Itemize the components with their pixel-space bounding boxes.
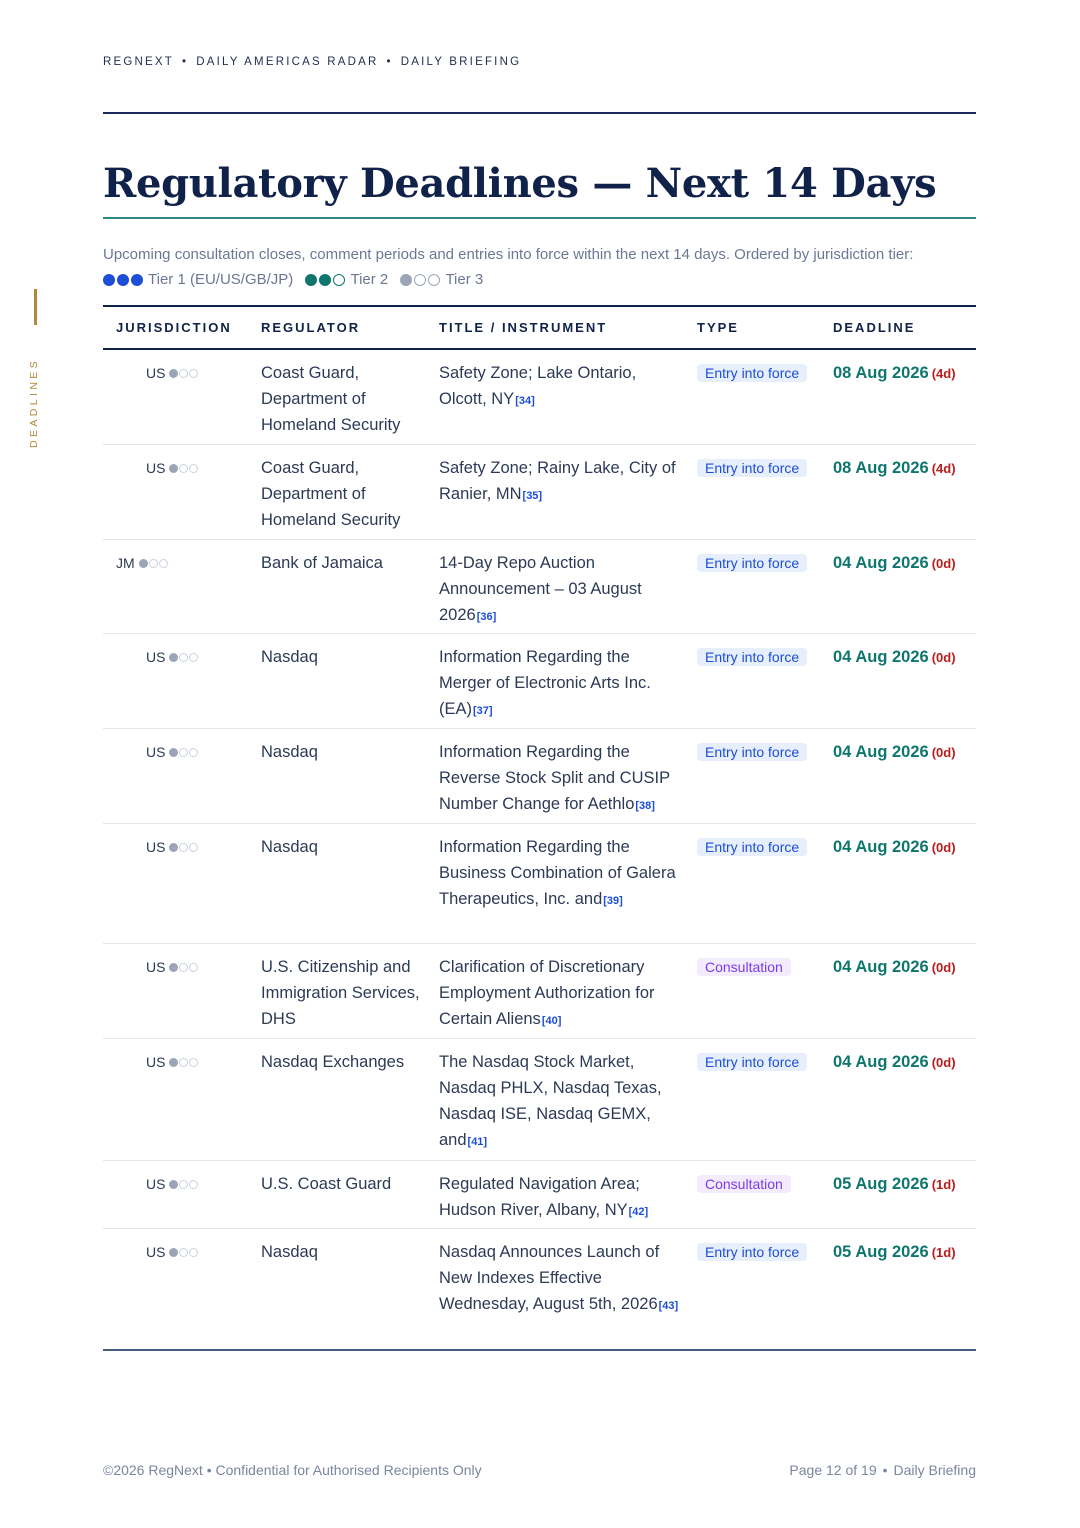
tier-1-label: Tier 1 (EU/US/GB/JP) xyxy=(148,271,294,288)
jurisdiction-badge xyxy=(146,1049,199,1075)
table-row xyxy=(103,1039,976,1161)
instrument-title: Safety Zone; Rainy Lake, City of Ranier, MN xyxy=(439,459,676,503)
tier-dot-filled-icon xyxy=(139,559,148,568)
regulator-cell: Coast Guard, Department of Homeland Security xyxy=(261,459,401,529)
type-badge: Entry into force xyxy=(697,743,807,761)
tier-dot-empty-icon xyxy=(179,963,188,972)
regulator-cell: U.S. Coast Guard xyxy=(261,1175,392,1193)
tier-dot-filled-icon xyxy=(169,843,178,852)
deadline-cell xyxy=(833,445,976,540)
side-accent-bar xyxy=(34,289,37,325)
title-cell xyxy=(439,349,697,445)
jurisdiction-code: US xyxy=(146,365,166,381)
deadline-cell xyxy=(833,1229,976,1351)
type-badge: Entry into force xyxy=(697,554,807,572)
days-remaining: (0d) xyxy=(931,556,956,571)
deadline-cell xyxy=(833,349,976,445)
tier-indicator xyxy=(169,1248,199,1257)
type-cell xyxy=(697,1039,833,1161)
deadline-date: 04 Aug 2026 xyxy=(833,838,929,856)
product-name: DAILY AMERICAS RADAR xyxy=(196,56,379,68)
deadline-date: 04 Aug 2026 xyxy=(833,743,929,761)
jurisdiction-code: US xyxy=(146,1176,166,1192)
tier-dot-filled-icon xyxy=(131,274,143,286)
table-row xyxy=(103,445,976,540)
type-cell xyxy=(697,349,833,445)
jurisdiction-badge xyxy=(146,360,199,386)
instrument-title: Nasdaq Announces Launch of New Indexes Effective Wednesday, August 5th, 2026 xyxy=(439,1243,660,1313)
type-cell xyxy=(697,634,833,729)
tier-dot-filled-icon xyxy=(400,274,412,286)
tier-dot-empty-icon xyxy=(189,369,198,378)
jurisdiction-badge xyxy=(146,644,199,670)
deadline-cell xyxy=(833,729,976,824)
tier-indicator xyxy=(169,748,199,757)
title-cell xyxy=(439,445,697,540)
subtitle-text: Upcoming consultation closes, comment periods and entries into force within the next 14 days. Ordered by jurisdiction tier: xyxy=(103,246,914,263)
type-cell xyxy=(697,1229,833,1351)
title-cell xyxy=(439,634,697,729)
tier-dot-filled-icon xyxy=(169,1058,178,1067)
page-title: Regulatory Deadlines — Next 14 Days xyxy=(103,160,937,207)
jurisdiction-badge xyxy=(146,1239,199,1265)
title-cell xyxy=(439,1161,697,1229)
tier-dot-empty-icon xyxy=(333,274,345,286)
instrument-title: 14-Day Repo Auction Announcement – 03 August 2026 xyxy=(439,554,642,624)
jurisdiction-cell xyxy=(103,1161,261,1229)
deadlines-table xyxy=(103,305,976,1351)
instrument-title: Safety Zone; Lake Ontario, Olcott, NY xyxy=(439,364,637,408)
tier-dot-empty-icon xyxy=(179,464,188,473)
jurisdiction-code: US xyxy=(146,649,166,665)
type-cell xyxy=(697,1161,833,1229)
type-cell xyxy=(697,445,833,540)
type-badge: Consultation xyxy=(697,958,791,976)
jurisdiction-cell xyxy=(103,540,261,634)
tier-2-label: Tier 2 xyxy=(350,271,389,288)
tier-dot-empty-icon xyxy=(189,1180,198,1189)
table-row xyxy=(103,944,976,1039)
deadline-date: 04 Aug 2026 xyxy=(833,554,929,572)
deadline-date: 04 Aug 2026 xyxy=(833,648,929,666)
tier-indicator xyxy=(169,843,199,852)
tier-dot-empty-icon xyxy=(189,464,198,473)
days-remaining: (4d) xyxy=(931,461,956,476)
tier-dot-empty-icon xyxy=(149,559,158,568)
table-row xyxy=(103,1161,976,1229)
table-row xyxy=(103,729,976,824)
jurisdiction-cell xyxy=(103,634,261,729)
tier-dot-empty-icon xyxy=(428,274,440,286)
tier-dot-empty-icon xyxy=(189,748,198,757)
table-row xyxy=(103,1229,976,1351)
reference-link[interactable]: [42] xyxy=(628,1206,649,1218)
type-cell xyxy=(697,824,833,944)
type-badge: Entry into force xyxy=(697,648,807,666)
days-remaining: (1d) xyxy=(931,1245,956,1260)
deadline-date: 05 Aug 2026 xyxy=(833,1243,929,1261)
tier-2-legend xyxy=(305,267,388,292)
instrument-title: Information Regarding the Reverse Stock Split and CUSIP Number Change for Aethlo xyxy=(439,743,670,813)
regulator-cell: Nasdaq Exchanges xyxy=(261,1053,405,1071)
tier-3-label: Tier 3 xyxy=(445,271,484,288)
instrument-title: Information Regarding the Business Combination of Galera Therapeutics, Inc. and xyxy=(439,838,676,908)
table-row xyxy=(103,634,976,729)
reference-link[interactable]: [40] xyxy=(541,1015,562,1027)
col-header-jurisdiction: JURISDICTION xyxy=(103,306,261,349)
tier-dot-empty-icon xyxy=(189,653,198,662)
title-cell xyxy=(439,944,697,1039)
tier-dot-filled-icon xyxy=(117,274,129,286)
deadline-date: 04 Aug 2026 xyxy=(833,958,929,976)
title-cell xyxy=(439,1039,697,1161)
instrument-title: Information Regarding the Merger of Electronic Arts Inc. (EA) xyxy=(439,648,651,718)
jurisdiction-cell xyxy=(103,349,261,445)
footer-page-info xyxy=(789,1462,976,1478)
type-badge: Entry into force xyxy=(697,459,807,477)
jurisdiction-cell xyxy=(103,445,261,540)
tier-dot-empty-icon xyxy=(179,748,188,757)
title-cell xyxy=(439,540,697,634)
col-header-deadline: DEADLINE xyxy=(833,306,976,349)
tier-dot-filled-icon xyxy=(169,1180,178,1189)
title-underline xyxy=(103,217,976,219)
reference-link[interactable]: [37] xyxy=(473,705,493,717)
tier-indicator xyxy=(169,963,199,972)
jurisdiction-badge xyxy=(146,455,199,481)
tier-dot-empty-icon xyxy=(179,653,188,662)
jurisdiction-badge xyxy=(116,550,169,576)
tier-dot-empty-icon xyxy=(414,274,426,286)
type-badge: Entry into force xyxy=(697,838,807,856)
jurisdiction-code: US xyxy=(146,744,166,760)
tier-indicator xyxy=(169,653,199,662)
tier-indicator xyxy=(139,559,169,568)
table-row xyxy=(103,540,976,634)
footer-copyright: ©2026 RegNext • Confidential for Authorised Recipients Only xyxy=(103,1462,482,1478)
deadline-cell xyxy=(833,1039,976,1161)
days-remaining: (1d) xyxy=(931,1177,956,1192)
regulator-cell: U.S. Citizenship and Immigration Services, DHS xyxy=(261,958,420,1028)
days-remaining: (4d) xyxy=(931,366,956,381)
tier-dot-filled-icon xyxy=(169,963,178,972)
type-badge: Consultation xyxy=(697,1175,791,1193)
jurisdiction-code: US xyxy=(146,959,166,975)
regulator-cell: Nasdaq xyxy=(261,743,318,761)
title-cell xyxy=(439,729,697,824)
title-cell xyxy=(439,1229,697,1351)
reference-link[interactable]: [43] xyxy=(658,1300,679,1312)
reference-link[interactable]: [34] xyxy=(515,395,535,407)
days-remaining: (0d) xyxy=(931,1055,956,1070)
type-badge: Entry into force xyxy=(697,1243,807,1261)
days-remaining: (0d) xyxy=(931,960,956,975)
tier-indicator xyxy=(169,1180,199,1189)
days-remaining: (0d) xyxy=(931,745,956,760)
jurisdiction-badge xyxy=(146,954,199,980)
tier-1-legend xyxy=(103,267,293,292)
tier-3-legend xyxy=(400,267,483,292)
deadline-date: 08 Aug 2026 xyxy=(833,364,929,382)
tier-indicator xyxy=(169,464,199,473)
deadline-cell xyxy=(833,944,976,1039)
instrument-title: Clarification of Discretionary Employment Authorization for Certain Aliens xyxy=(439,958,655,1028)
jurisdiction-cell xyxy=(103,729,261,824)
deadline-cell xyxy=(833,634,976,729)
tier-dot-filled-icon xyxy=(305,274,317,286)
tier-indicator xyxy=(169,369,199,378)
tier-dot-filled-icon xyxy=(169,369,178,378)
tier-dot-empty-icon xyxy=(179,369,188,378)
tier-dot-filled-icon xyxy=(319,274,331,286)
regulator-cell: Nasdaq xyxy=(261,648,318,666)
jurisdiction-code: JM xyxy=(116,555,135,571)
col-header-type: TYPE xyxy=(697,306,833,349)
tier-dot-empty-icon xyxy=(179,1248,188,1257)
tier-dot-empty-icon xyxy=(189,1248,198,1257)
edition-name: DAILY BRIEFING xyxy=(400,56,522,68)
instrument-title: The Nasdaq Stock Market, Nasdaq PHLX, Nasdaq Texas, Nasdaq ISE, Nasdaq GEMX, and xyxy=(439,1053,662,1149)
reference-link[interactable]: [36] xyxy=(476,611,497,623)
tier-dot-empty-icon xyxy=(179,843,188,852)
jurisdiction-cell xyxy=(103,824,261,944)
jurisdiction-badge xyxy=(146,834,199,860)
deadline-date: 08 Aug 2026 xyxy=(833,459,929,477)
jurisdiction-code: US xyxy=(146,839,166,855)
footer-doc-type: Daily Briefing xyxy=(893,1462,976,1478)
section-side-label: DEADLINES xyxy=(28,357,40,449)
tier-dot-empty-icon xyxy=(189,843,198,852)
deadline-cell xyxy=(833,824,976,944)
footer-separator: • xyxy=(882,1462,888,1478)
table-header-row xyxy=(103,306,976,349)
tier-dot-filled-icon xyxy=(169,464,178,473)
jurisdiction-code: US xyxy=(146,460,166,476)
jurisdiction-cell xyxy=(103,1229,261,1351)
jurisdiction-code: US xyxy=(146,1054,166,1070)
header-divider xyxy=(103,112,976,114)
regulator-cell: Nasdaq xyxy=(261,1243,318,1261)
type-badge: Entry into force xyxy=(697,364,807,382)
jurisdiction-badge xyxy=(146,739,199,765)
reference-link[interactable]: [38] xyxy=(635,800,655,812)
reference-link[interactable]: [41] xyxy=(467,1136,488,1148)
deadline-cell xyxy=(833,1161,976,1229)
title-cell xyxy=(439,824,697,944)
tier-dot-empty-icon xyxy=(189,1058,198,1067)
col-header-regulator: REGULATOR xyxy=(261,306,439,349)
deadline-cell xyxy=(833,540,976,634)
regulator-cell: Bank of Jamaica xyxy=(261,554,383,572)
header-kicker xyxy=(103,56,521,68)
jurisdiction-cell xyxy=(103,944,261,1039)
regulator-cell: Coast Guard, Department of Homeland Security xyxy=(261,364,401,434)
brand-name: REGNEXT xyxy=(103,56,174,68)
instrument-title: Regulated Navigation Area; Hudson River, Albany, NY xyxy=(439,1175,640,1219)
table-row xyxy=(103,349,976,445)
kicker-separator: • xyxy=(386,56,393,68)
page-subtitle xyxy=(103,242,983,294)
page-number: Page 12 of 19 xyxy=(789,1462,877,1478)
jurisdiction-badge xyxy=(146,1171,199,1197)
type-cell xyxy=(697,729,833,824)
reference-link[interactable]: [35] xyxy=(522,490,543,502)
tier-dot-empty-icon xyxy=(189,963,198,972)
jurisdiction-code: US xyxy=(146,1244,166,1260)
days-remaining: (0d) xyxy=(931,650,956,665)
tier-dot-filled-icon xyxy=(169,748,178,757)
tier-dot-empty-icon xyxy=(179,1180,188,1189)
deadline-date: 04 Aug 2026 xyxy=(833,1053,929,1071)
tier-dot-empty-icon xyxy=(159,559,168,568)
tier-dot-filled-icon xyxy=(169,653,178,662)
tier-dot-filled-icon xyxy=(103,274,115,286)
kicker-separator: • xyxy=(182,56,189,68)
tier-dot-empty-icon xyxy=(179,1058,188,1067)
col-header-title: TITLE / INSTRUMENT xyxy=(439,306,697,349)
tier-indicator xyxy=(169,1058,199,1067)
table-row xyxy=(103,824,976,944)
tier-dot-filled-icon xyxy=(169,1248,178,1257)
days-remaining: (0d) xyxy=(931,840,956,855)
type-cell xyxy=(697,944,833,1039)
regulator-cell: Nasdaq xyxy=(261,838,318,856)
jurisdiction-cell xyxy=(103,1039,261,1161)
reference-link[interactable]: [39] xyxy=(603,895,623,907)
deadline-date: 05 Aug 2026 xyxy=(833,1175,929,1193)
type-cell xyxy=(697,540,833,634)
type-badge: Entry into force xyxy=(697,1053,807,1071)
